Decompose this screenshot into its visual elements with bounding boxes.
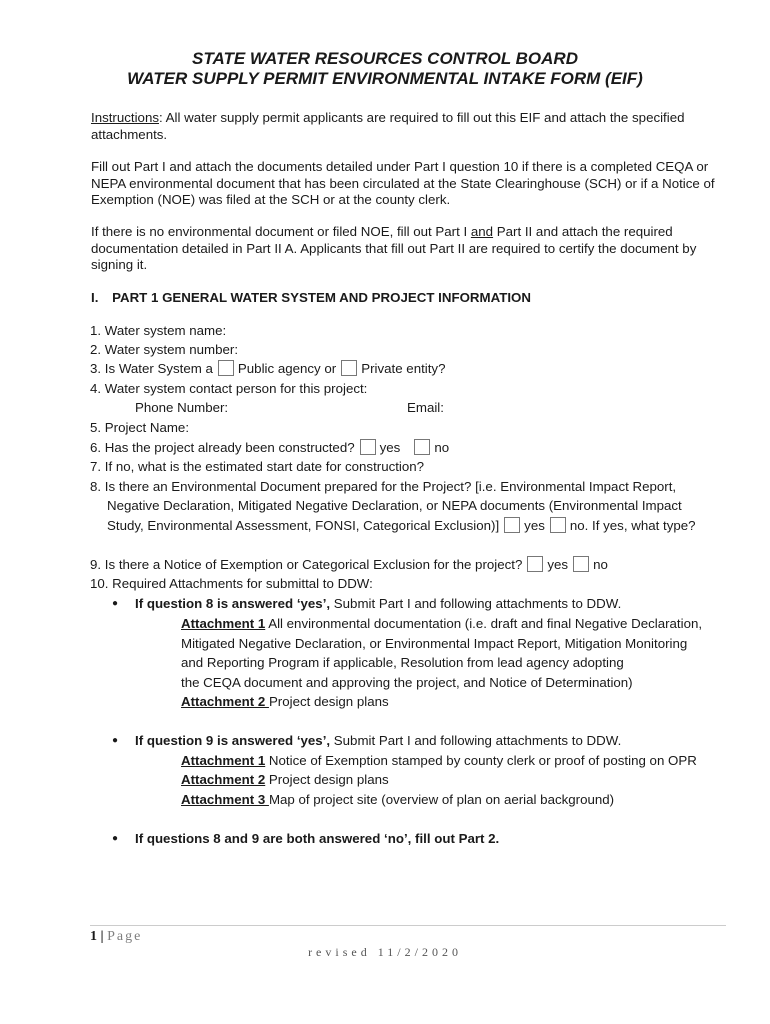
q6-no-label: no	[434, 440, 450, 455]
b2-attachment-3-text: Map of project site (overview of plan on aerial background)	[268, 792, 615, 807]
question-4: 4. Water system contact person for this project:	[90, 381, 368, 396]
q3-option-private: Private entity?	[361, 361, 446, 376]
question-2: 2. Water system number:	[90, 342, 239, 357]
b2-attachment-3	[181, 790, 614, 810]
question-5: 5. Project Name:	[90, 420, 190, 435]
bullet-1-rest: Submit Part I and following attachments to DDW.	[330, 596, 622, 611]
section-numeral: I.	[91, 290, 99, 305]
bullet-2-text	[135, 731, 621, 751]
bullet-icon: ●	[112, 598, 119, 609]
q9-prefix: 9. Is there a Notice of Exemption or Categorical Exclusion for the project?	[90, 557, 523, 572]
q8-no-label: no. If yes, what type?	[569, 518, 696, 533]
para3-part-b: Part II and attach the required documentation detailed in Part II A. Applicants that fill out Part II are required to certify the document by signing it.	[91, 224, 697, 272]
question-7: 7. If no, what is the estimated start date for construction?	[90, 459, 425, 474]
b1-attachment-1-line-1	[181, 614, 702, 634]
q8-yes-checkbox[interactable]	[504, 517, 520, 533]
intro-paragraph-3	[91, 224, 731, 274]
bullet-1-text	[135, 594, 621, 614]
intro-paragraph-2: Fill out Part I and attach the documents detailed under Part I question 10 if there is a completed CEQA or NEPA environmental document that has been circulated at the State Clearinghouse (SCH) or if a Notice of Exemption (NOE) was filed at the SCH or at the county clerk.	[91, 159, 715, 207]
para3-part-a: If there is no environmental document or filed NOE, fill out Part I	[91, 224, 471, 239]
section-title: PART 1 GENERAL WATER SYSTEM AND PROJECT INFORMATION	[112, 290, 531, 305]
page-separator: |	[97, 929, 108, 944]
para3-and: and	[470, 224, 494, 239]
question-1: 1. Water system name:	[90, 323, 227, 338]
q8-no-checkbox[interactable]	[550, 517, 566, 533]
question-6	[90, 438, 449, 458]
question-8-line-2: Negative Declaration, Mitigated Negative Declaration, or NEPA documents (Environmental Impact	[107, 498, 682, 513]
question-10: 10. Required Attachments for submittal to DDW:	[90, 576, 373, 591]
q9-no-checkbox[interactable]	[573, 556, 589, 572]
section-heading	[91, 290, 531, 305]
bullet-2-bold: If question 9 is answered ‘yes’,	[135, 733, 331, 748]
b2-attachment-2-label: Attachment 2	[181, 772, 266, 787]
title-line-2: WATER SUPPLY PERMIT ENVIRONMENTAL INTAKE FORM (EIF)	[127, 69, 643, 88]
private-entity-checkbox[interactable]	[341, 360, 357, 376]
title-line-1: STATE WATER RESOURCES CONTROL BOARD	[192, 49, 578, 68]
instructions-paragraph	[91, 110, 731, 143]
question-8-line-3	[107, 516, 696, 536]
b2-attachment-1	[181, 751, 697, 771]
q9-no-label: no	[593, 557, 608, 572]
public-agency-checkbox[interactable]	[218, 360, 234, 376]
footer-divider	[90, 925, 726, 926]
question-3	[90, 359, 445, 379]
page-number: 1	[90, 929, 97, 944]
q9-yes-checkbox[interactable]	[527, 556, 543, 572]
bullet-3-text: If questions 8 and 9 are both answered ‘no’, fill out Part 2.	[135, 831, 500, 846]
q6-yes-checkbox[interactable]	[360, 439, 376, 455]
bullet-icon: ●	[112, 735, 119, 746]
bullet-icon: ●	[112, 833, 119, 844]
question-9	[90, 555, 608, 575]
q8-line-3-text: Study, Environmental Assessment, FONSI, Categorical Exclusion)]	[107, 518, 500, 533]
b1-attachment-2-label: Attachment 2	[181, 694, 269, 709]
q6-no-checkbox[interactable]	[414, 439, 430, 455]
q8-yes-label: yes	[524, 518, 545, 533]
instructions-text: : All water supply permit applicants are required to fill out this EIF and attach the specified attachments.	[91, 110, 685, 142]
b1-attachment-1-line-4: the CEQA document and approving the project, and Notice of Determination)	[181, 675, 633, 690]
q6-prefix: 6. Has the project already been constructed?	[90, 440, 355, 455]
footer-page-indicator	[90, 929, 142, 945]
bullet-1-bold: If question 8 is answered ‘yes’,	[135, 596, 331, 611]
b1-attachment-1-line-2: Mitigated Negative Declaration, or Environmental Impact Report, Mitigation Monitoring	[181, 636, 688, 651]
b1-attachment-1-line-3: and Reporting Program if applicable, Resolution from lead agency adopting	[181, 655, 624, 670]
b2-attachment-2	[181, 770, 389, 790]
question-8-line-1: 8. Is there an Environmental Document prepared for the Project? [i.e. Environmental Impact Report,	[90, 479, 677, 494]
b1-attachment-1-text: All environmental documentation (i.e. draft and final Negative Declaration,	[265, 616, 703, 631]
q3-option-public: Public agency or	[237, 361, 337, 376]
b1-attachment-2-text: Project design plans	[268, 694, 389, 709]
b2-attachment-2-text: Project design plans	[265, 772, 389, 787]
instructions-label: Instructions	[91, 110, 159, 125]
phone-number-label: Phone Number:	[135, 400, 229, 415]
page-word: Page	[107, 929, 143, 944]
b2-attachment-1-label: Attachment 1	[181, 753, 266, 768]
b1-attachment-1-label: Attachment 1	[181, 616, 266, 631]
b2-attachment-3-label: Attachment 3	[181, 792, 269, 807]
revision-date: revised 11/2/2020	[308, 945, 462, 959]
b1-attachment-2	[181, 692, 389, 712]
q3-prefix: 3. Is Water System a	[90, 361, 213, 376]
q6-yes-label: yes	[379, 440, 401, 455]
bullet-2-rest: Submit Part I and following attachments to DDW.	[330, 733, 622, 748]
b2-attachment-1-text: Notice of Exemption stamped by county clerk or proof of posting on OPR	[265, 753, 697, 768]
q9-yes-label: yes	[547, 557, 569, 572]
email-label: Email:	[407, 400, 444, 415]
